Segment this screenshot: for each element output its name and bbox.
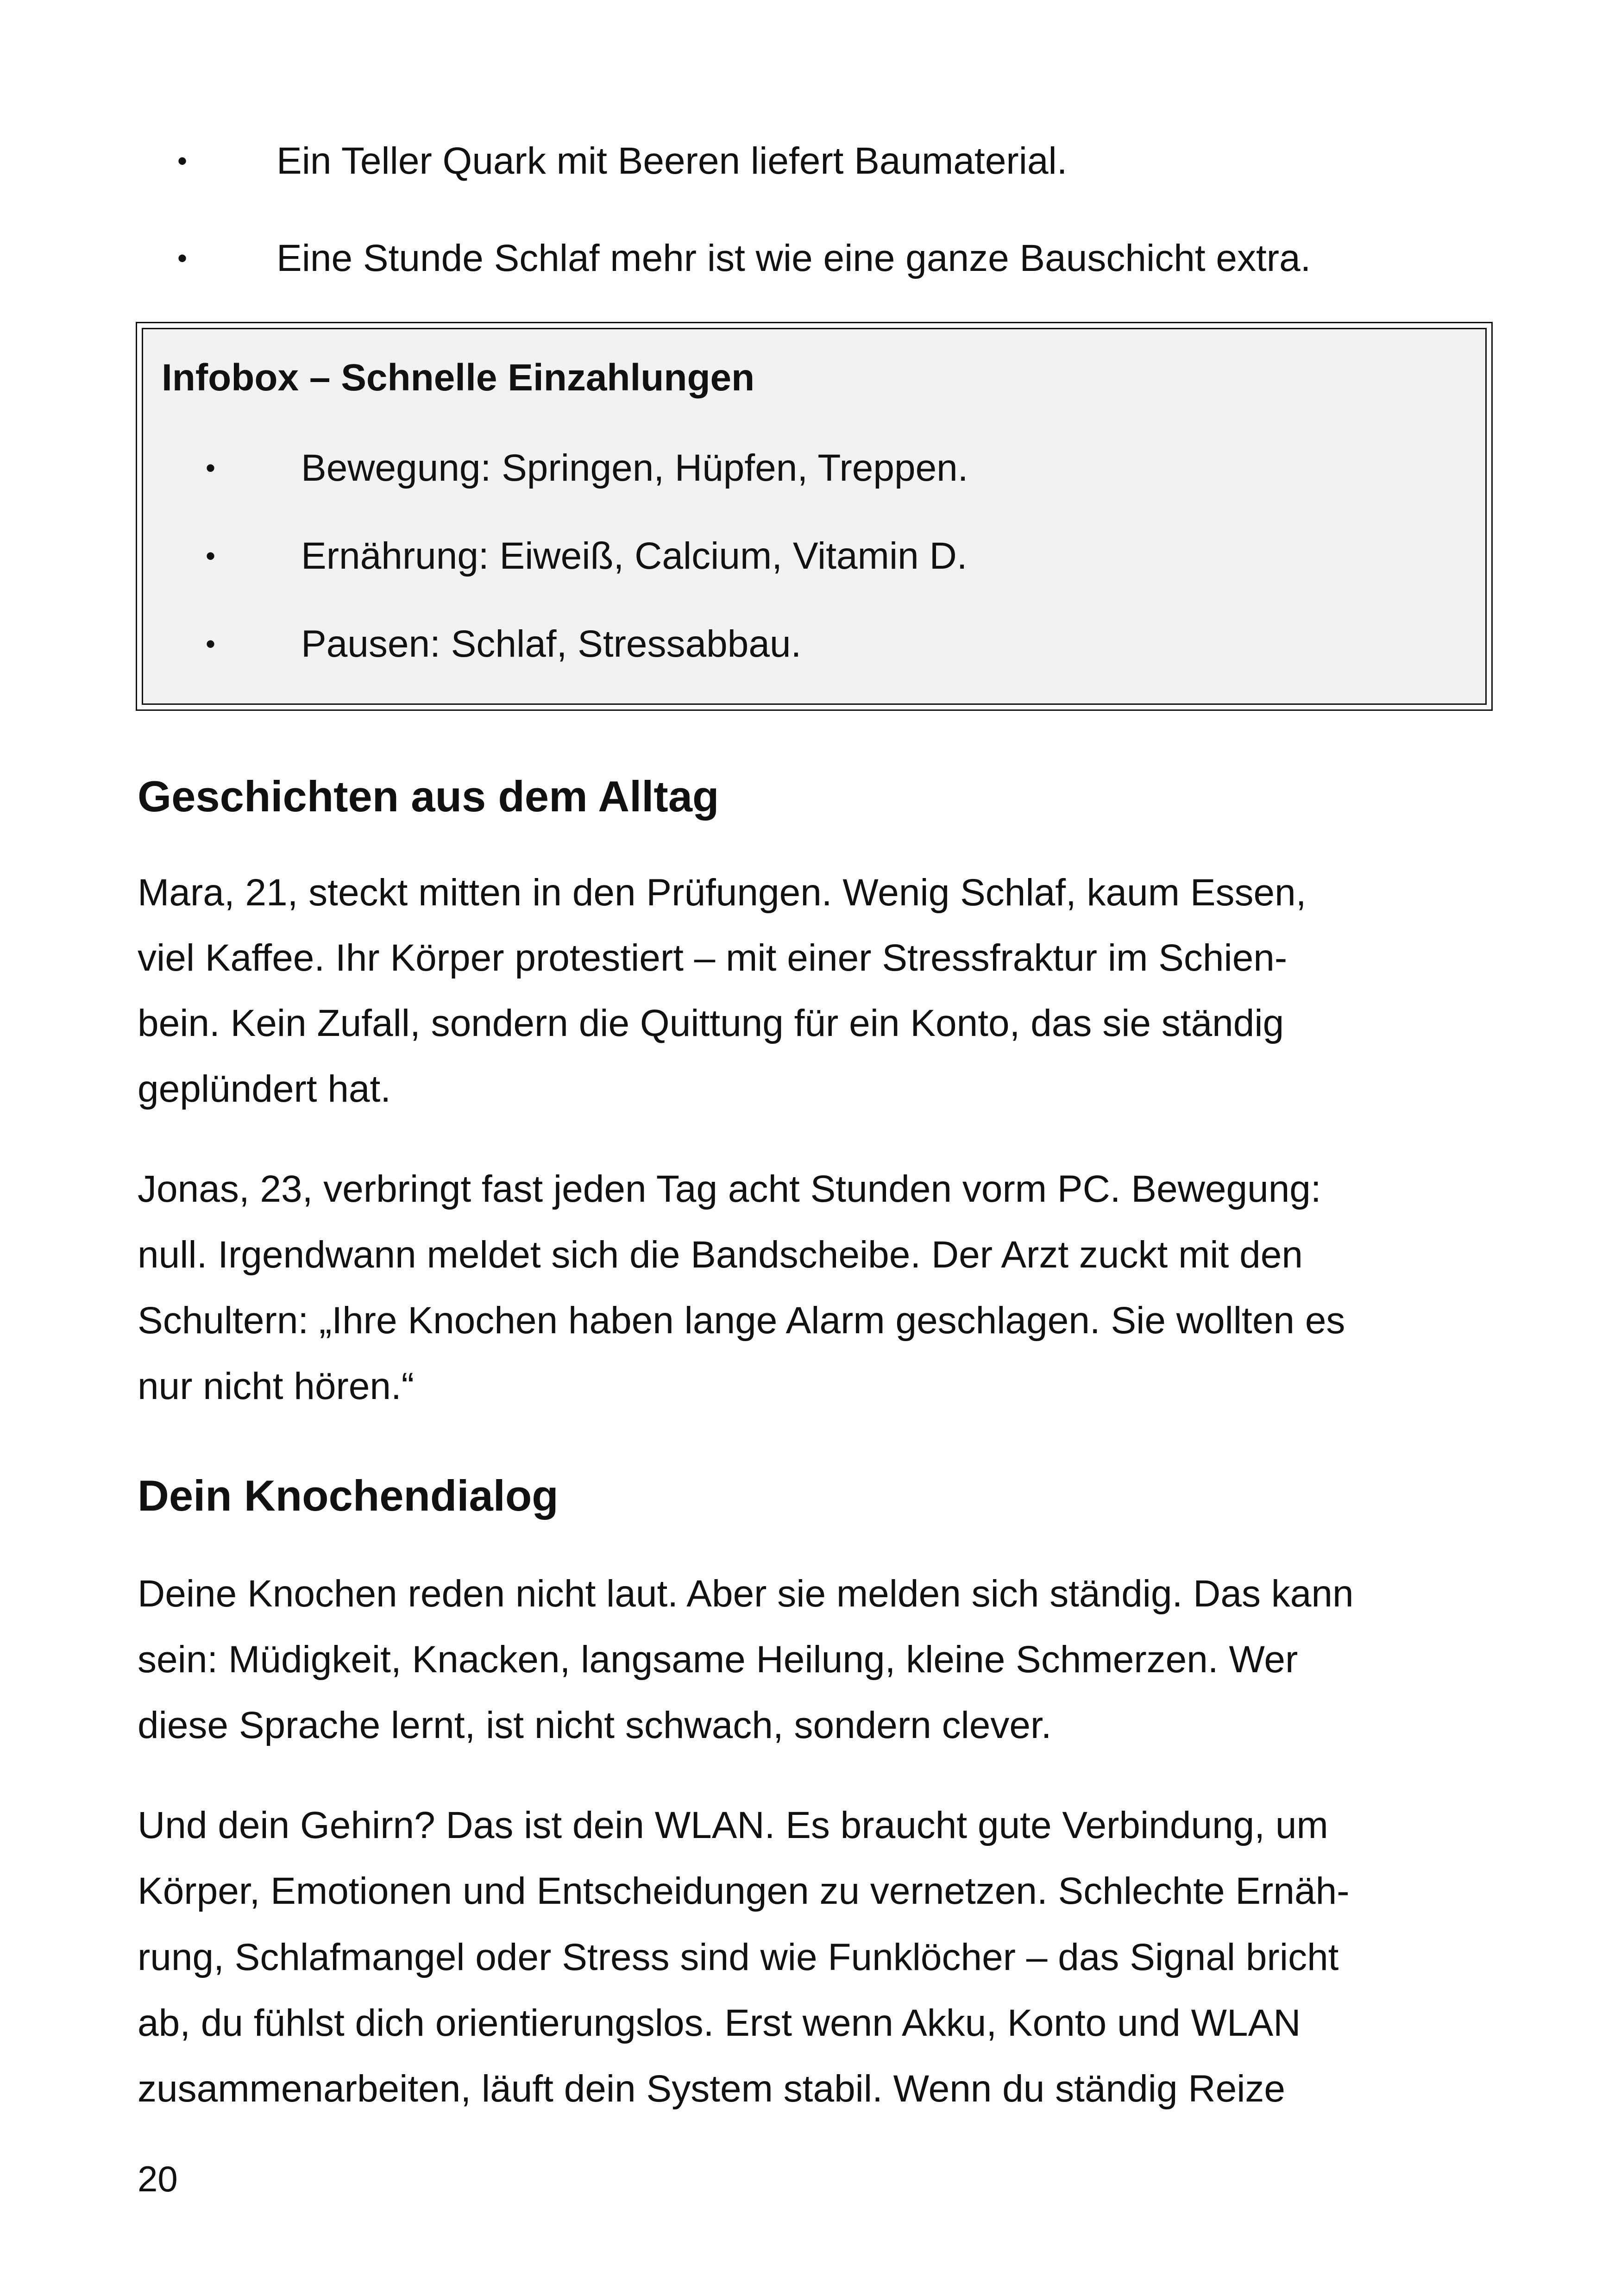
paragraph-line: Mara, 21, steckt mitten in den Prüfungen. Wenig Schlaf, kaum Essen, — [138, 872, 1307, 914]
infobox-item — [206, 445, 1410, 491]
section-heading-knochendialog: Dein Knochendialog — [138, 1471, 559, 1520]
paragraph-line: null. Irgendwann meldet sich die Bandscheibe. Der Arzt zuckt mit den — [138, 1234, 1303, 1276]
bullet-dot-icon: • — [177, 243, 188, 274]
paragraph-line: nur nicht hören.“ — [138, 1365, 415, 1407]
bullet-dot-icon: • — [177, 145, 188, 176]
paragraph-line: bein. Kein Zufall, sondern die Quittung für ein Konto, das sie ständig — [138, 1002, 1284, 1044]
paragraph-line: Schultern: „Ihre Knochen haben lange Alarm geschlagen. Sie wollten es — [138, 1299, 1345, 1342]
paragraph-line: rung, Schlafmangel oder Stress sind wie Funklöcher – das Signal bricht — [138, 1936, 1339, 1978]
bullet-item — [177, 235, 1474, 282]
infobox-inner-frame — [142, 328, 1487, 705]
paragraph-line: Körper, Emotionen und Entscheidungen zu vernetzen. Schlechte Ernäh- — [138, 1870, 1350, 1912]
paragraph-line: Und dein Gehirn? Das ist dein WLAN. Es braucht gute Verbindung, um — [138, 1804, 1328, 1846]
paragraph-line: Jonas, 23, verbringt fast jeden Tag acht Stunden vorm PC. Bewegung: — [138, 1168, 1321, 1210]
paragraph-line: geplündert hat. — [138, 1068, 391, 1110]
bullet-text: Eine Stunde Schlaf mehr ist wie eine ganze Bauschicht extra. — [276, 237, 1311, 279]
page-number: 20 — [138, 2158, 178, 2199]
infobox-item-text: Bewegung: Springen, Hüpfen, Treppen. — [301, 447, 968, 489]
infobox-item-text: Pausen: Schlaf, Stressabbau. — [301, 623, 802, 665]
bullet-dot-icon: • — [206, 452, 216, 483]
bullet-dot-icon: • — [206, 628, 216, 659]
section-heading-geschichten: Geschichten aus dem Alltag — [138, 772, 719, 821]
infobox-item — [206, 621, 1410, 667]
bullet-dot-icon: • — [206, 540, 216, 571]
paragraph-line: sein: Müdigkeit, Knacken, langsame Heilung, kleine Schmerzen. Wer — [138, 1638, 1298, 1681]
bullet-item — [177, 138, 1474, 184]
infobox-item — [206, 533, 1410, 579]
paragraph-line: zusammenarbeiten, läuft dein System stabil. Wenn du ständig Reize — [138, 2068, 1286, 2110]
bullet-text: Ein Teller Quark mit Beeren liefert Baumaterial. — [276, 140, 1068, 182]
paragraph-line: Deine Knochen reden nicht laut. Aber sie melden sich ständig. Das kann — [138, 1573, 1354, 1615]
paragraph-line: viel Kaffee. Ihr Körper protestiert – mit einer Stressfraktur im Schien- — [138, 937, 1288, 979]
infobox — [136, 322, 1493, 711]
infobox-item-text: Ernährung: Eiweiß, Calcium, Vitamin D. — [301, 535, 968, 577]
infobox-title: Infobox – Schnelle Einzahlungen — [162, 357, 755, 399]
paragraph-line: diese Sprache lernt, ist nicht schwach, sondern clever. — [138, 1704, 1052, 1746]
paragraph-line: ab, du fühlst dich orientierungslos. Erst wenn Akku, Konto und WLAN — [138, 2002, 1301, 2044]
